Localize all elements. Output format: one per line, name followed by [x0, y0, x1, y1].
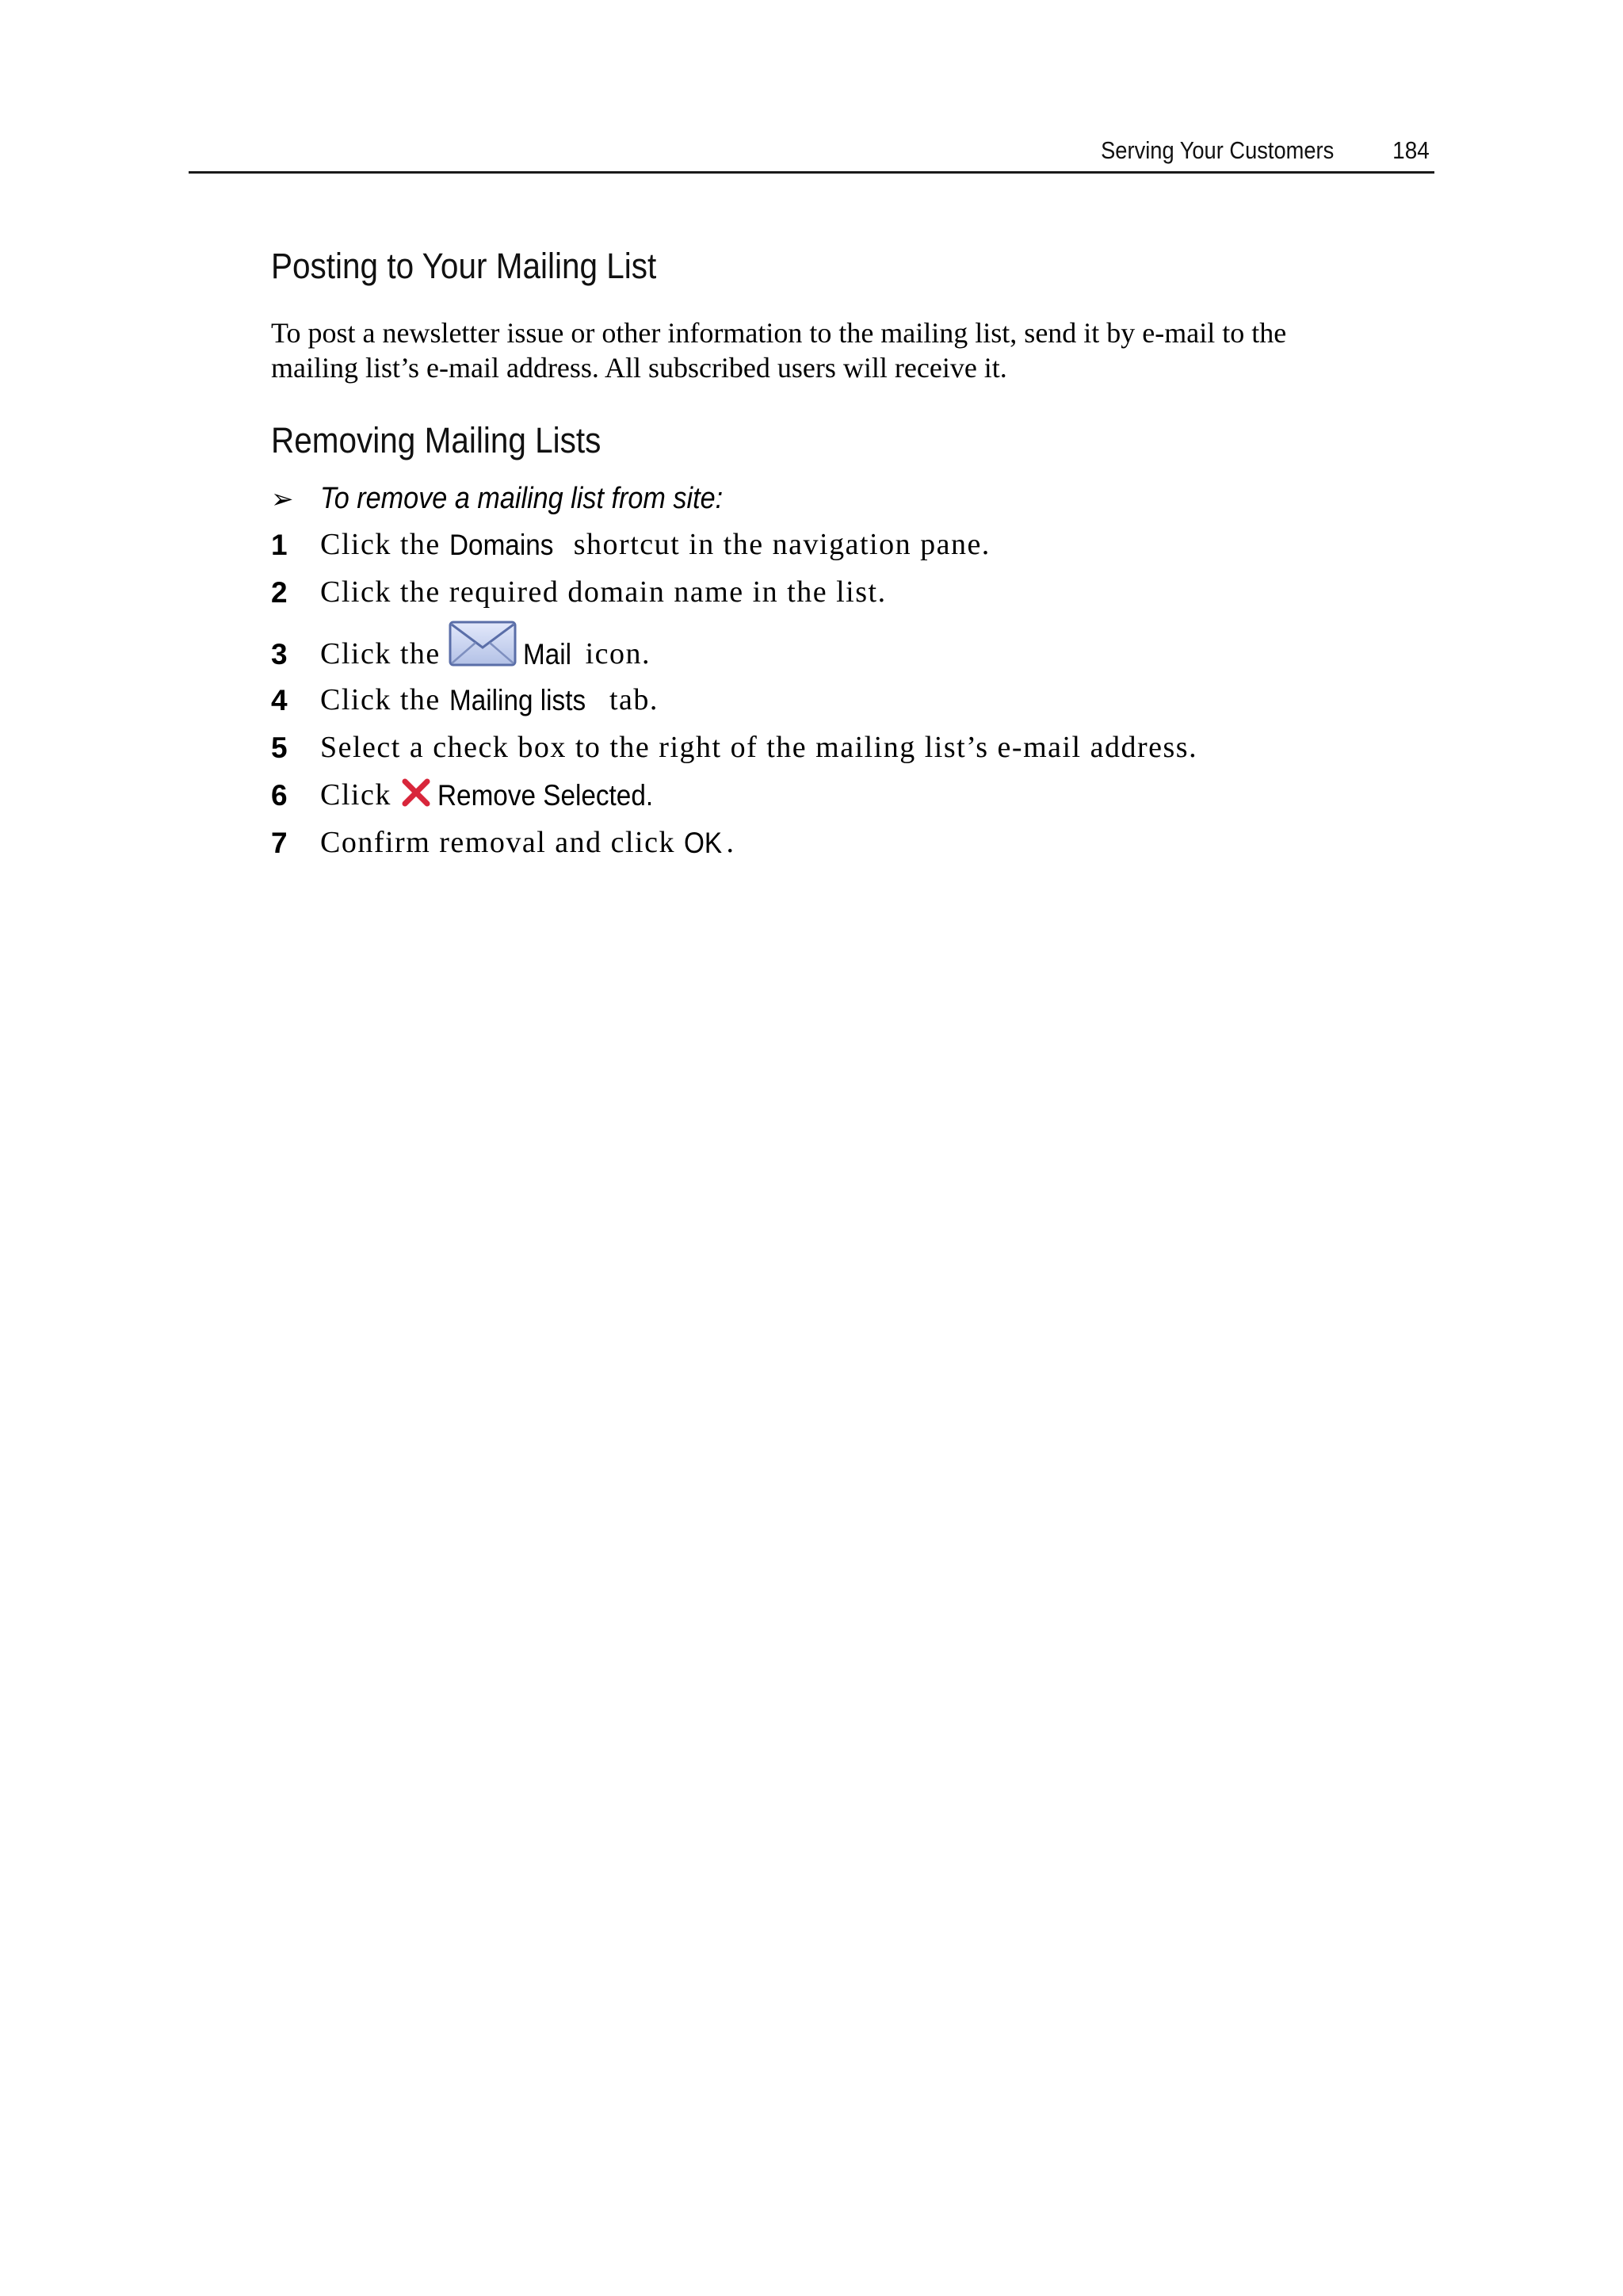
step-2 — [271, 575, 1412, 609]
page-content — [271, 246, 1412, 860]
step-number: 4 — [271, 684, 288, 716]
step-text: tab. — [600, 683, 659, 716]
step-number: 5 — [271, 732, 288, 764]
step-text: Click the — [320, 637, 441, 670]
ok-ui-label: OK — [684, 827, 723, 859]
procedure-title — [271, 482, 1412, 516]
step-text: Click the required domain name in the list. — [320, 575, 887, 609]
step-6 — [271, 777, 1412, 812]
step-text: Click the — [320, 683, 441, 716]
step-7 — [271, 825, 1412, 860]
domains-ui-label: Domains — [449, 529, 554, 561]
procedure-arrow-icon: ➢ — [271, 483, 294, 514]
remove-x-icon — [401, 777, 431, 808]
page-number: 184 — [1392, 136, 1430, 164]
mail-icon — [449, 619, 517, 668]
mailing-lists-ui-label: Mailing lists — [449, 684, 586, 716]
remove-selected-ui-label: Remove Selected. — [437, 779, 653, 812]
step-text: Click the — [320, 528, 441, 561]
step-5 — [271, 730, 1412, 765]
mail-ui-label: Mail — [522, 638, 571, 670]
step-text: icon. — [576, 637, 651, 670]
running-header — [189, 133, 1434, 174]
posting-line-2: mailing list’s e-mail address. All subscribed users will receive it. — [271, 352, 1007, 384]
step-text: Confirm removal and click — [320, 826, 675, 859]
step-number: 6 — [271, 779, 288, 812]
step-3 — [271, 619, 1412, 671]
step-text: shortcut in the navigation pane. — [564, 528, 991, 561]
step-text: Click — [320, 778, 391, 812]
procedure-title-text: To remove a mailing list from site: — [320, 482, 724, 515]
posting-line-1: To post a newsletter issue or other information to the mailing list, send it by e-mail to the — [271, 317, 1287, 349]
posting-paragraph — [271, 315, 1412, 385]
heading-posting: Posting to Your Mailing List — [271, 246, 657, 286]
step-number: 1 — [271, 529, 288, 561]
step-number: 7 — [271, 827, 288, 859]
heading-removing: Removing Mailing Lists — [271, 420, 601, 460]
step-text: Select a check box to the right of the mailing list’s e-mail address. — [320, 731, 1198, 764]
step-number: 2 — [271, 576, 288, 609]
step-4 — [271, 682, 1412, 717]
step-number: 3 — [271, 638, 288, 670]
header-section-title: Serving Your Customers — [1100, 136, 1334, 164]
step-text: . — [726, 826, 735, 859]
step-1 — [271, 527, 1412, 562]
